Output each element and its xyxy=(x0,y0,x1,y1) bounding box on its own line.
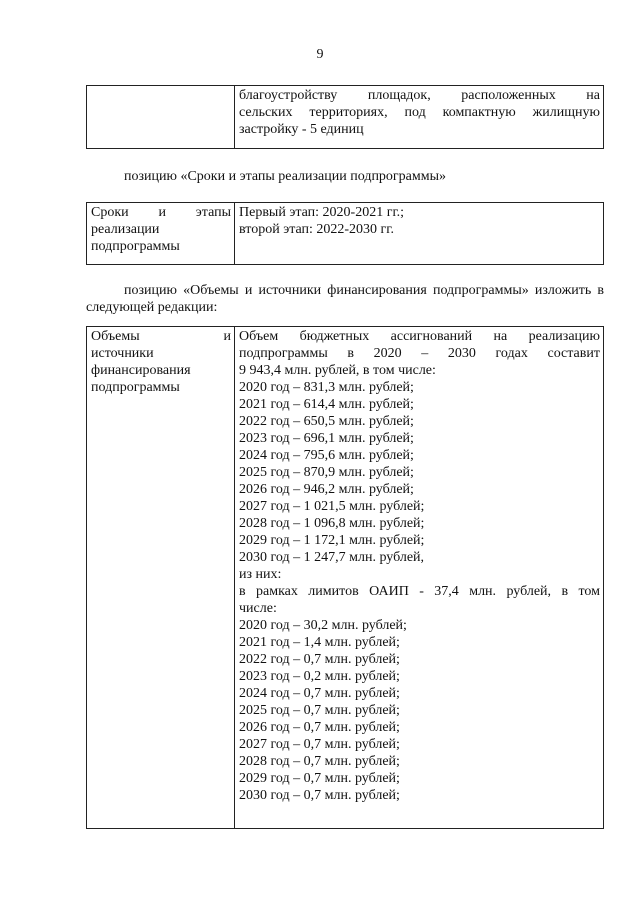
table3-intro-line: Объем бюджетных ассигнований на реализацию xyxy=(239,329,600,344)
year-total-line: 2023 год – 696,1 млн. рублей; xyxy=(239,431,414,446)
table1-right-cell xyxy=(235,86,604,149)
table2-left-cell xyxy=(87,203,235,265)
table3-intro-line: подпрограммы в 2020 – 2030 годах составит xyxy=(239,346,600,361)
table1-line: сельских территориях, под компактную жилищную xyxy=(239,105,600,120)
table3-left-line: финансирования xyxy=(91,363,191,378)
table3-left-line: Объемы и xyxy=(91,329,231,344)
year-total-line: 2026 год – 946,2 млн. рублей; xyxy=(239,482,414,497)
year-oaip-line: 2028 год – 0,7 млн. рублей; xyxy=(239,754,400,769)
year-oaip-line: 2027 год – 0,7 млн. рублей; xyxy=(239,737,400,752)
table3-left-cell xyxy=(87,327,235,829)
year-oaip-line: 2029 год – 0,7 млн. рублей; xyxy=(239,771,400,786)
of-them-label: из них: xyxy=(239,567,282,582)
year-total-line: 2027 год – 1 021,5 млн. рублей; xyxy=(239,499,425,514)
year-oaip-line: 2025 год – 0,7 млн. рублей; xyxy=(239,703,400,718)
year-total-line: 2029 год – 1 172,1 млн. рублей; xyxy=(239,533,425,548)
year-oaip-line: 2021 год – 1,4 млн. рублей; xyxy=(239,635,400,650)
year-total-line: 2025 год – 870,9 млн. рублей; xyxy=(239,465,414,480)
year-total-line: 2030 год – 1 247,7 млн. рублей, xyxy=(239,550,425,565)
year-oaip-line: 2022 год – 0,7 млн. рублей; xyxy=(239,652,400,667)
table-funding xyxy=(86,326,604,829)
page-number: 9 xyxy=(316,47,324,62)
oaip-line: в рамках лимитов ОАИП - 37,4 млн. рублей, в том xyxy=(239,584,600,599)
table1-line: застройку - 5 единиц xyxy=(239,122,364,137)
table3-left-line: подпрограммы xyxy=(91,380,180,395)
table1-left-cell xyxy=(87,86,235,149)
table1-line: благоустройству площадок, расположенных на xyxy=(239,88,600,103)
table-improvement xyxy=(86,85,604,149)
table2-right-line: Первый этап: 2020-2021 гг.; xyxy=(239,205,404,220)
year-total-line: 2022 год – 650,5 млн. рублей; xyxy=(239,414,414,429)
year-total-line: 2020 год – 831,3 млн. рублей; xyxy=(239,380,414,395)
year-oaip-line: 2026 год – 0,7 млн. рублей; xyxy=(239,720,400,735)
paragraph-terms-position: позицию «Сроки и этапы реализации подпрограммы» xyxy=(124,169,447,184)
year-total-line: 2028 год – 1 096,8 млн. рублей; xyxy=(239,516,425,531)
table3-right-cell xyxy=(235,327,604,829)
table3-intro-line: 9 943,4 млн. рублей, в том числе: xyxy=(239,363,436,378)
year-oaip-line: 2024 год – 0,7 млн. рублей; xyxy=(239,686,400,701)
table2-right-line: второй этап: 2022-2030 гг. xyxy=(239,222,394,237)
year-oaip-line: 2030 год – 0,7 млн. рублей; xyxy=(239,788,400,803)
table2-left-line: реализации xyxy=(91,222,160,237)
paragraph-funding-position: позицию «Объемы и источники финансирования подпрограммы» изложить в следующей редакции: xyxy=(86,283,604,315)
table2-left-line: подпрограммы xyxy=(91,239,180,254)
table2-left-line: Сроки и этапы xyxy=(91,205,231,220)
year-oaip-line: 2020 год – 30,2 млн. рублей; xyxy=(239,618,407,633)
year-total-line: 2021 год – 614,4 млн. рублей; xyxy=(239,397,414,412)
years-total-list xyxy=(239,379,600,566)
table2-right-cell xyxy=(235,203,604,265)
table-terms xyxy=(86,202,604,265)
oaip-line: числе: xyxy=(239,601,277,616)
year-total-line: 2024 год – 795,6 млн. рублей; xyxy=(239,448,414,463)
years-oaip-list xyxy=(239,617,600,804)
table3-left-line: источники xyxy=(91,346,154,361)
year-oaip-line: 2023 год – 0,2 млн. рублей; xyxy=(239,669,400,684)
